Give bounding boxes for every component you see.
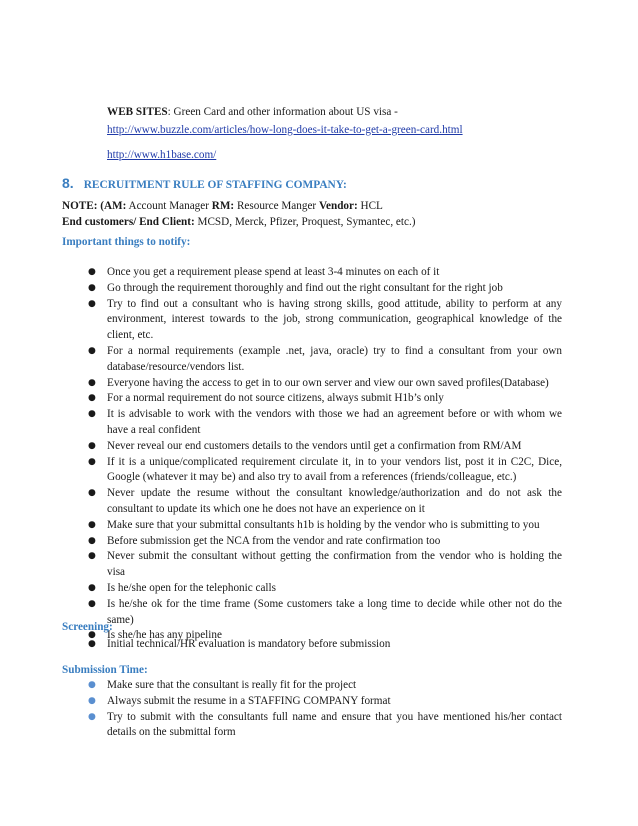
list-item-text: Never reveal our end customers details to the vendors until get a confirmation from RM/AM bbox=[107, 439, 522, 452]
bullet-icon: ● bbox=[88, 298, 96, 309]
list-item-text: Make sure that your submittal consultants h1b is holding by the vendor who is submitting to you bbox=[107, 518, 540, 531]
list-item bbox=[88, 637, 562, 653]
websites-label: WEB SITES bbox=[107, 106, 168, 118]
section-title: RECRUITMENT RULE OF STAFFING COMPANY: bbox=[83, 179, 347, 191]
bullet-icon: ● bbox=[88, 598, 96, 609]
bullet-icon: ● bbox=[88, 377, 96, 388]
section-number: 8. bbox=[62, 175, 74, 191]
list-item bbox=[88, 407, 562, 439]
list-item-text: Go through the requirement thoroughly and find out the right consultant for the right job bbox=[107, 281, 503, 294]
note-line-2 bbox=[62, 214, 582, 230]
list-item-text: Is he/she open for the telephonic calls bbox=[107, 581, 276, 594]
list-item bbox=[88, 534, 562, 550]
bullet-icon: ● bbox=[88, 639, 96, 649]
h1base-link[interactable]: http://www.h1base.com/ bbox=[107, 149, 217, 161]
bullet-icon: ● bbox=[88, 345, 96, 356]
note-am: Account Manager bbox=[126, 200, 212, 212]
list-item-text: If it is a unique/complicated requirement circulate it, in to your vendors list, post it in C2C, Dice, Google (whatever it may be) and also try to avail from a references (friends/colleague, etc.) bbox=[107, 455, 562, 484]
list-item bbox=[88, 678, 562, 694]
list-item bbox=[88, 694, 562, 710]
note-label: NOTE: (AM: bbox=[62, 200, 127, 212]
list-item-text: For a normal requirements (example .net, java, oracle) try to find a consultant from your own database/resource/vendors list. bbox=[107, 344, 562, 373]
submission-list bbox=[88, 678, 562, 741]
bullet-icon: ● bbox=[88, 267, 96, 277]
important-title: Important things to notify: bbox=[62, 236, 191, 248]
websites-block bbox=[107, 104, 577, 165]
list-item bbox=[88, 581, 562, 597]
list-item-text: Try to find out a consultant who is having strong skills, good attitude, ability to perform at any environment, interest towards to the job, strong communication, geographical knowledge of the client, etc. bbox=[107, 297, 562, 342]
screening-title: Screening: bbox=[62, 621, 113, 633]
list-item bbox=[88, 391, 562, 407]
list-item bbox=[88, 281, 562, 297]
list-item bbox=[88, 455, 562, 487]
bullet-icon: ● bbox=[88, 695, 96, 706]
list-item-text: It is advisable to work with the vendors with those we had an agreement before or with whom we have a real confident bbox=[107, 408, 562, 436]
bullet-icon: ● bbox=[88, 440, 96, 451]
list-item-text: For a normal requirement do not source citizens, always submit H1b’s only bbox=[107, 392, 444, 405]
bullet-icon: ● bbox=[88, 409, 96, 420]
list-item-text: Try to submit with the consultants full name and ensure that you have mentioned his/her contact details on the submittal form bbox=[107, 710, 562, 739]
websites-text: : Green Card and other information about US visa - bbox=[167, 106, 398, 118]
note-rm: Resource Manger bbox=[234, 200, 319, 212]
list-item bbox=[88, 265, 562, 281]
note-rm-label: RM: bbox=[211, 200, 235, 212]
bullet-icon: ● bbox=[88, 551, 96, 562]
list-item bbox=[88, 597, 562, 629]
list-item bbox=[88, 486, 562, 518]
list-item bbox=[88, 518, 562, 534]
list-item-text: Everyone having the access to get in to our own server and view our own saved profiles(Database) bbox=[107, 376, 549, 389]
websites-line bbox=[107, 104, 577, 122]
bullet-icon: ● bbox=[88, 680, 96, 690]
bullet-icon: ● bbox=[88, 282, 96, 293]
list-item bbox=[88, 549, 562, 581]
bullet-icon: ● bbox=[88, 582, 96, 593]
list-item-text: Make sure that the consultant is really fit for the project bbox=[107, 679, 357, 691]
list-item-text: Never update the resume without the consultant knowledge/authorization and do not ask the consultant to update its which one he does not have an experience on it bbox=[107, 487, 562, 515]
list-item-text: Initial technical/HR evaluation is mandatory before submission bbox=[107, 638, 391, 650]
bullet-icon: ● bbox=[88, 456, 96, 467]
list-item bbox=[88, 376, 562, 392]
list-item-text: Once you get a requirement please spend at least 3-4 minutes on each of it bbox=[107, 266, 440, 278]
note-block bbox=[62, 198, 582, 230]
note-client-label: End customers/ End Client: bbox=[62, 216, 195, 228]
bullet-icon: ● bbox=[88, 393, 96, 404]
list-item-text: Before submission get the NCA from the vendor and rate confirmation too bbox=[107, 534, 441, 547]
note-vendor-label: Vendor: bbox=[318, 200, 358, 212]
bullet-icon: ● bbox=[88, 711, 96, 722]
list-item-text: Never submit the consultant without getting the confirmation from the vendor who is holding the visa bbox=[107, 550, 562, 579]
bullet-icon: ● bbox=[88, 488, 96, 499]
list-item bbox=[88, 710, 562, 742]
bullet-icon: ● bbox=[88, 630, 96, 641]
list-item-text: Always submit the resume in a STAFFING COMPANY format bbox=[107, 694, 391, 707]
list-item bbox=[88, 439, 562, 455]
note-line-1 bbox=[62, 198, 582, 214]
bullet-icon: ● bbox=[88, 519, 96, 530]
note-client-text: MCSD, Merck, Pfizer, Proquest, Symantec, etc.) bbox=[194, 216, 416, 228]
important-list bbox=[88, 265, 562, 644]
screening-list bbox=[88, 637, 562, 653]
green-card-link[interactable]: http://www.buzzle.com/articles/how-long-does-it-take-to-get-a-green-card.html bbox=[107, 123, 463, 136]
list-item-text: Is he/she ok for the time frame (Some customers take a long time to decide while other not do the same) bbox=[107, 597, 562, 626]
section-heading bbox=[62, 175, 347, 191]
list-item-text: Is she/he has any pipeline bbox=[107, 629, 222, 642]
submission-title: Submission Time: bbox=[62, 664, 148, 676]
bullet-icon: ● bbox=[88, 535, 96, 546]
list-item bbox=[88, 297, 562, 344]
list-item bbox=[88, 344, 562, 376]
note-vendor: HCL bbox=[357, 200, 383, 212]
